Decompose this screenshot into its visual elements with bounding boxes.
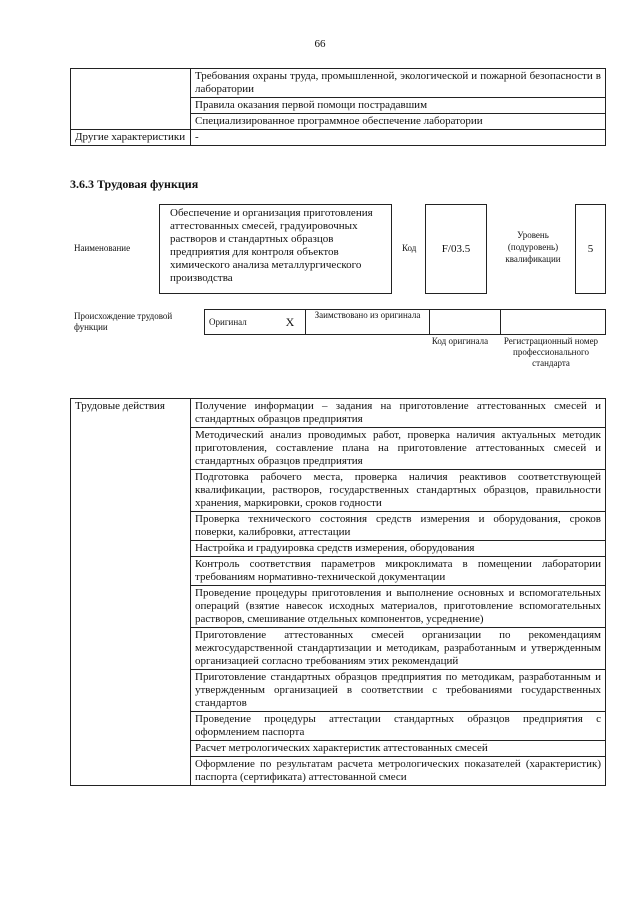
labour-action-item: Методический анализ проводимых работ, проверка наличия актуальных методик приготовления, составление плана на приготовление аттестованных смесей и стандартных образцов предприятия [191, 428, 606, 470]
labour-action-item: Подготовка рабочего места, проверка наличия реактивов соответствующей квалификации, растворов, государственных стандартных образцов, правильности хранения, маркировки, сроков годности [191, 470, 606, 512]
labour-action-item: Приготовление стандартных образцов предприятия по методикам, разработанным и утвержденным организацией в соответствии с требованиями государственных стандартов [191, 670, 606, 712]
table-row [71, 130, 606, 146]
labour-action-item: Оформление по результатам расчета метрологических показателей (характеристик) паспорта (сертификата) аттестованной смеси [191, 757, 606, 786]
labour-action-item: Приготовление аттестованных смесей организации по рекомендациям межгосударственной стандартизации и методикам, разработанным и утвержденным организацией согласно требованиям этих рекомендаций [191, 628, 606, 670]
page-number: 66 [314, 38, 326, 50]
qualification-level-label: Уровень (подуровень) квалификации [505, 230, 561, 264]
function-code-value: F/03.5 [425, 204, 487, 294]
origin-reg-note: Регистрационный номер профессионального стандарта [503, 336, 599, 368]
origin-original-label: Оригинал [205, 310, 276, 335]
origin-table [204, 309, 606, 335]
table-cell-label [71, 69, 191, 130]
labour-actions-label: Трудовые действия [71, 399, 191, 786]
origin-code-note: Код оригинала [431, 336, 489, 346]
origin-reg-cell [501, 310, 606, 335]
labour-action-item: Расчет метрологических характеристик аттестованных смесей [191, 741, 606, 757]
table-cell-label: Другие характеристики [71, 130, 191, 146]
labour-action-item: Проведение процедуры аттестации стандартных образцов предприятия с оформлением паспорта [191, 712, 606, 741]
section-heading: 3.6.3 Трудовая функция [70, 177, 199, 191]
labour-actions-table [70, 398, 606, 786]
origin-original-mark: X [275, 310, 306, 335]
origin-borrowed-label: Заимствовано из оригинала [306, 310, 430, 335]
requirements-table [70, 68, 606, 146]
labour-action-item: Контроль соответствия параметров микроклимата в помещении лаборатории требованиям нормативно-технической документации [191, 557, 606, 586]
qualification-level-value: 5 [575, 204, 606, 294]
function-name-value: Обеспечение и организация приготовления аттестованных смесей, градуировочных растворов и стандартных образцов предприятия для контроля объектов химического анализа металлургического производства [159, 204, 392, 294]
labour-action-item: Настройка и градуировка средств измерения, оборудования [191, 541, 606, 557]
table-cell-value: Специализированное программное обеспечение лаборатории [191, 114, 606, 130]
table-cell-value: - [191, 130, 606, 146]
labour-action-item: Проверка технического состояния средств измерения и оборудования, сроков поверки, калибровки, аттестации [191, 512, 606, 541]
origin-label: Происхождение трудовой функции [74, 311, 173, 332]
origin-code-cell [430, 310, 501, 335]
labour-action-item: Проведение процедуры приготовления и выполнение основных и вспомогательных операций (взятие навесок исходных материалов, приготовление вспомогательных растворов, смешивание отдельных компонентов, усреднение) [191, 586, 606, 628]
table-row [71, 399, 606, 428]
function-name-label: Наименование [74, 243, 131, 253]
table-row [205, 310, 606, 335]
function-code-label: Код [402, 243, 417, 253]
labour-action-item: Получение информации – задания на приготовление аттестованных смесей и стандартных образцов предприятия [191, 399, 606, 428]
table-row [71, 69, 606, 98]
table-cell-value: Требования охраны труда, промышленной, экологической и пожарной безопасности в лаборатории [191, 69, 606, 98]
table-cell-value: Правила оказания первой помощи пострадавшим [191, 98, 606, 114]
